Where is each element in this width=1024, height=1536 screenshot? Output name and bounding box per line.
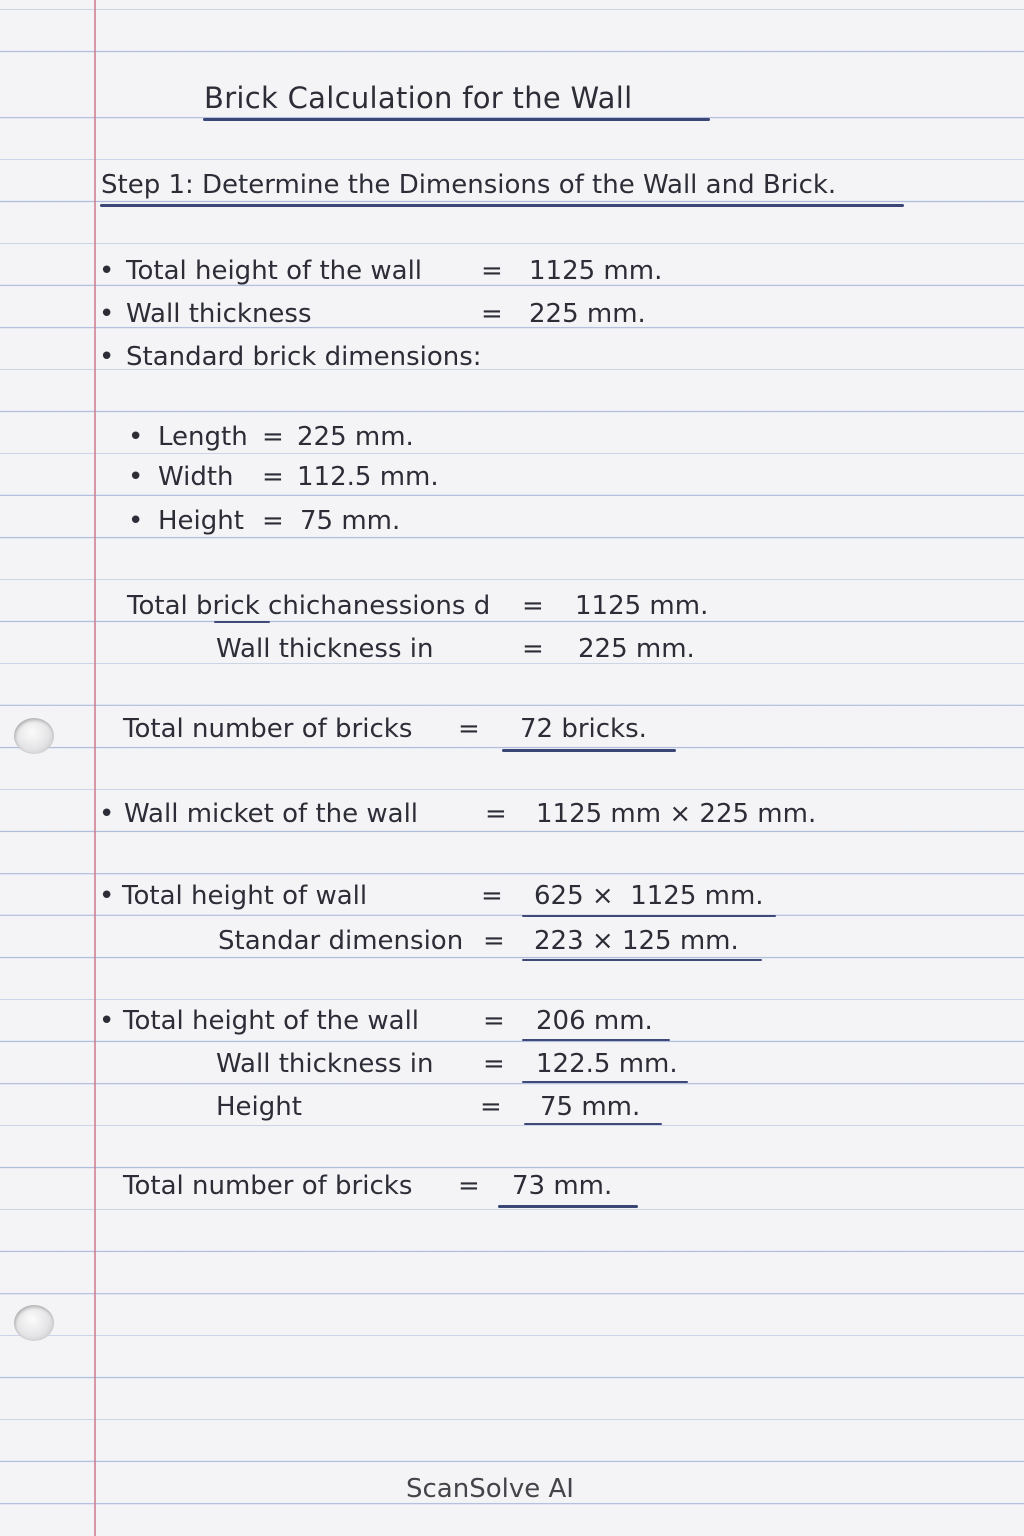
given-value: 225 mm. <box>529 299 646 329</box>
total-label: Total number of bricks <box>123 714 413 744</box>
calc-label: Wall micket of the wall <box>124 799 419 829</box>
calc-label: Wall thickness in <box>216 634 434 664</box>
equals-sign: = <box>483 926 505 956</box>
calc-label: Total brick chichanessions d <box>127 591 491 621</box>
page-title: Brick Calculation for the Wall <box>204 81 633 115</box>
calc-label: Standar dimension <box>218 926 464 956</box>
equals-sign: = <box>522 634 544 664</box>
equals-sign: = <box>481 299 503 329</box>
equals-sign: = <box>483 1049 505 1079</box>
brick-value: 75 mm. <box>300 506 401 536</box>
calc-value: 1125 mm × 225 mm. <box>536 799 817 829</box>
given-label: Standard brick dimensions: <box>126 342 482 372</box>
equals-sign: = <box>522 591 544 621</box>
total-value: 73 mm. <box>512 1171 613 1201</box>
bullet: • <box>99 799 115 829</box>
answer-underline <box>522 959 762 961</box>
bullet: • <box>128 462 144 492</box>
bullet: • <box>99 299 115 329</box>
bullet: • <box>99 881 115 911</box>
brick-value: 225 mm. <box>297 422 414 452</box>
answer-underline <box>498 1205 638 1208</box>
calc-value: 1125 mm. <box>575 591 709 621</box>
calc-value: 206 mm. <box>536 1006 653 1036</box>
answer-underline <box>522 1039 670 1041</box>
brick-label: Width <box>158 462 234 492</box>
bullet: • <box>99 342 115 372</box>
calc-label: Total height of the wall <box>123 1006 420 1036</box>
bullet: • <box>99 1006 115 1036</box>
calc-value: 625 × 1125 mm. <box>534 881 764 911</box>
watermark-text: ScanSolve AI <box>406 1474 574 1504</box>
given-label: Wall thickness <box>126 299 312 329</box>
equals-sign: = <box>481 881 503 911</box>
equals-sign: = <box>480 1092 502 1122</box>
margin-line <box>94 0 96 1536</box>
answer-underline <box>502 749 676 752</box>
equals-sign: = <box>458 1171 480 1201</box>
equals-sign: = <box>481 256 503 286</box>
total-value: 72 bricks. <box>520 714 647 744</box>
calc-label: Wall thickness in <box>216 1049 434 1079</box>
calc-value: 122.5 mm. <box>536 1049 678 1079</box>
equals-sign: = <box>262 422 284 452</box>
title-underline <box>203 118 710 121</box>
given-value: 1125 mm. <box>529 256 663 286</box>
punch-hole <box>14 1305 54 1341</box>
punch-hole <box>14 718 54 754</box>
answer-underline <box>522 915 776 917</box>
brick-value: 112.5 mm. <box>297 462 439 492</box>
given-label: Total height of the wall <box>126 256 423 286</box>
total-label: Total number of bricks <box>123 1171 413 1201</box>
calc-value: 225 mm. <box>578 634 695 664</box>
calc-value: 223 × 125 mm. <box>534 926 739 956</box>
answer-underline <box>522 1081 688 1083</box>
step-heading: Step 1: Determine the Dimensions of the Wall and Brick. <box>101 170 837 200</box>
answer-underline <box>524 1123 662 1125</box>
equals-sign: = <box>262 462 284 492</box>
calc-label: Height <box>216 1092 302 1122</box>
bullet: • <box>99 256 115 286</box>
calc-value: 75 mm. <box>540 1092 641 1122</box>
equals-sign: = <box>483 1006 505 1036</box>
brick-label: Height <box>158 506 244 536</box>
bullet: • <box>128 506 144 536</box>
equals-sign: = <box>485 799 507 829</box>
calc-label: Total height of wall <box>122 881 368 911</box>
bullet: • <box>128 422 144 452</box>
step-underline <box>100 204 904 207</box>
equals-sign: = <box>458 714 480 744</box>
brick-label: Length <box>158 422 248 452</box>
word-underline <box>214 621 270 623</box>
equals-sign: = <box>262 506 284 536</box>
